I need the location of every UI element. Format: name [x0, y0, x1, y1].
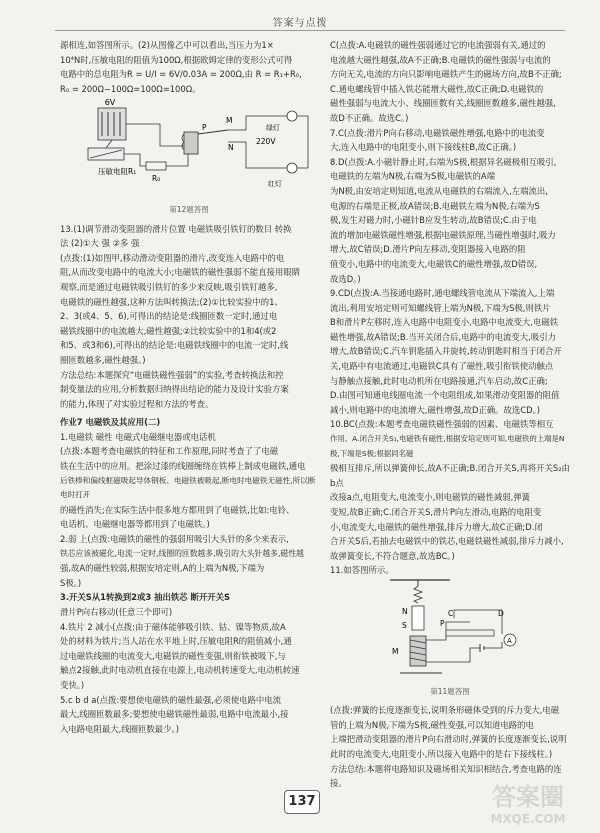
text-line: 8.D(点拨:A.小磁针静止时,右端为S极,根据异名磁极相互吸引,: [330, 156, 557, 167]
text-line: 和5、或3和6),可得出的结论是:电磁铁线圈中的电流一定时,线: [60, 340, 289, 351]
text-line: 阻,从而改变电路中的电流大小;电磁铁的磁性强弱不能直接用眼睛: [60, 267, 300, 278]
text-line: 最大,线圈匝数最多;要想使电磁铁磁性最弱,电路中电流最小,接: [60, 709, 289, 720]
ammeter-label: A: [507, 636, 512, 645]
page-header-title: 答案与点拨: [272, 18, 328, 29]
text-line: 强,故A的磁性较弱,根据安培定则,A的上端为N极,下端为: [60, 563, 265, 574]
text-line: 合开关S后,若抽去电磁铁中的铁芯,电磁铁磁性减弱,排斥力减小,: [330, 536, 564, 547]
text-line: 制变量法的应用,分析数据归纳得出结论的能力及设计实验方案: [60, 384, 289, 395]
text-line: 触点2接触,此时电动机直接在电源上,电动机转速变大,电动机转速: [60, 665, 300, 676]
text-line: 10.BC(点拨:本题考查电磁铁磁性强弱的因素、电磁铁等相互: [330, 419, 554, 430]
text-line: 过电磁铁线圈的电流变大,电磁铁的磁性变强,则衔铁被吸下,与: [60, 650, 286, 661]
right-column: [330, 38, 570, 791]
section-title: 作业7 电磁铁及其应用(二): [60, 417, 161, 428]
text-line: 方向无关,电流的方向只影响电磁铁产生的磁场方向,故B不正确;: [330, 69, 562, 80]
text-line: 电磁铁的左端为N极,右端为S极,电磁铁的A端: [330, 171, 496, 182]
text-line: 电源的右端是正极,故A错误;B.电磁铁左端为N极,右端为S: [330, 200, 540, 211]
m-label: M: [226, 116, 233, 126]
text-line: 增大,故C错误;D.滑片P向左移动,变阻器接入电路的阻: [330, 244, 526, 255]
text-line: 故D不正确。故选C。): [330, 112, 409, 123]
text-line: C(点拨:A.电磁铁的磁性强弱通过它的电流强弱有关,通过的: [330, 40, 546, 50]
text-line: S极。): [60, 577, 82, 588]
text-line: 圈匝数越多,磁性越强。): [60, 354, 146, 365]
text-line: 电路中的总电阻为R = U/I = 6V/0.03A = 200Ω,由 R = R₁+R₀,: [60, 69, 302, 80]
battery-label: 6V: [104, 98, 116, 108]
text-line: 磁性强弱与电流大小、线圈匝数有关,线圈匝数越多,磁性越强,: [330, 98, 556, 109]
m-label: M: [392, 646, 399, 656]
text-line: 大,连入电路中的电阻变小,则下接线柱B,故C正确。): [330, 142, 517, 153]
text-line: 5.c b d a(点拨:要想使电磁铁的磁性最强,必须使电路中电流: [60, 694, 281, 705]
text-line: 流出,利用安培定则可知螺线管上端为N极,下端为S极,则铁片: [330, 302, 551, 313]
text-line: R₀ = 200Ω−100Ω=100Ω=100Ω。: [60, 83, 201, 94]
text-line: 极相互排斥,所以弹簧伸长,故A不正确;B.闭合开关S,再将开关S₂由b点: [330, 463, 570, 488]
figure-12-caption: 第12题答图: [169, 204, 209, 214]
text-line: 极,发生对磁力时,小磁针B应发生转动,故B错误;C.由于电: [330, 215, 537, 226]
text-line: 增大,故B错误;C.汽车钥匙插入并旋转,转动钥匙时相当于闭合开: [330, 346, 562, 357]
text-line: B和滑片P左移时,连入电路中电阻变小,电路中电流变大,电磁铁: [330, 317, 559, 328]
left-column: [60, 38, 318, 736]
text-line: 后铁棒和偏线框磁吸起导体钢板、电磁铁被吸起,断电时电磁铁无磁性,所以断电时打开: [60, 475, 316, 500]
text-line: 2.弱 上(点拨:电磁铁的磁性的强弱用吸引大头针的多少来表示,: [60, 534, 289, 545]
figure-11-electromagnet: [330, 578, 570, 699]
green-light-label: 绿灯: [266, 124, 280, 133]
text-line: 3.开关S从1转换到2或3 抽出铁芯 断开开关S: [60, 592, 231, 603]
text-line: 小,电流变大,电磁铁的磁性增强,排斥力增大,故C正确;D.闭: [330, 521, 543, 532]
page-number: 137: [284, 790, 320, 814]
text-line: 方法总结:本题将电路知识及磁场相关知识相结合,考查电路的连接。: [330, 763, 562, 789]
n-label: N: [228, 143, 234, 153]
red-light-label: 红灯: [268, 180, 282, 189]
text-line: 铁芯应该被磁化,电流一定时,线圈的匝数越多,吸引的大头针越多,磁性越: [60, 548, 304, 558]
text-line: 此时的电流变大,电阻变小,所以接入电路中的是右下接线柱。): [330, 748, 553, 759]
figure-12-circuit: [60, 96, 318, 217]
text-line: C.通电螺线管中插入铁芯能增大磁性,故C正确;D.电磁铁的: [330, 83, 544, 94]
circuit-diagram: [60, 96, 318, 196]
text-line: (点拨:弹簧的长度逐渐变长,说明条形磁体受到的斥力变大,电磁: [330, 705, 560, 716]
text-line: 为N极,由安培定则知道,电流从电磁铁的右端流入,左端流出,: [330, 185, 548, 196]
text-line: 磁性增强,故A错误;B.当开关闭合后,电路中的电流变大,吸引力: [330, 331, 556, 342]
c-label: C: [448, 608, 454, 618]
text-line: 源相连,如答图所示。(2)从图像乙中可以看出,当压力为1×: [60, 40, 274, 50]
text-line: 7.C(点拨:滑片P向右移动,电磁铁磁性增强,电路中的电流变: [330, 127, 545, 138]
text-line: 值变小,电路中的电流变大,电磁铁C的磁性增强,故D错误,: [330, 258, 538, 269]
text-line: 的能力,体现了对实验过程和方法的考查。: [60, 398, 214, 409]
n-pole-label: N: [402, 606, 408, 616]
text-line: 故选D。): [330, 273, 361, 284]
text-line: (点拨:(1)如图甲,移动滑动变阻器的滑片,改变连入电路中的电: [60, 252, 285, 263]
text-line: 变快。): [60, 679, 85, 690]
text-line: 11.如答图所示。: [330, 565, 394, 576]
text-line: 管的上端为N极,下端为S极,磁性变强,可以知道电路的电: [330, 719, 534, 730]
text-line: 入电路电阻最大,线圈匝数最少。): [60, 723, 179, 734]
text-line: 9.CD(点拨:A.当接通电路时,通电螺线管电流从下端流入,上端: [330, 288, 555, 299]
watermark-url: MXQE.COM: [490, 812, 566, 826]
text-line: 方法总结:本题探究“电磁铁磁性强弱”的实验,考查转换法和控: [60, 369, 284, 380]
text-line: 观察,而是通过电磁铁吸引铁钉的多少来反映,吸引铁钉越多,: [60, 281, 278, 292]
text-line: 的磁性消失;在实际生活中很多地方都用到了电磁铁,比如:电铃、: [60, 504, 295, 515]
text-line: 电话机、电磁继电器等都用到了电磁铁。): [60, 519, 210, 530]
text-line: 电磁铁的磁性越强,这种方法叫转换法;(2)①比较实验中的1、: [60, 296, 283, 307]
p-label: P: [440, 618, 445, 628]
text-line: 10⁴N时,压敏电阻的阻值为100Ω,根据欧姆定律的变形公式可得: [60, 54, 293, 65]
d-label: D: [498, 608, 504, 618]
text-line: 流的增加电磁铁磁性增强,根据电磁铁原理,当磁性增强时,吸力: [330, 229, 556, 240]
figure-11-caption: 第11题答图: [430, 686, 470, 696]
sensor-label: 压敏电阻R₁: [98, 167, 137, 177]
text-line: 作用。A.闭合开关S₁,电磁铁有磁性,根据安培定则可知,电磁铁的上端是N极,下端是S极;根据同名磁: [330, 434, 565, 458]
text-line: 滑片P向右移动(任意三个即可): [60, 607, 173, 617]
text-line: (点拨:本题考查电磁铁的特征和工作原理,同时考查了了电磁: [60, 446, 279, 457]
text-line: 关,电路中有电流通过,电磁铁C具有了磁性,吸引衔铁使动触点: [330, 361, 554, 372]
text-line: 电流越大磁性越强,故A不正确;B.电磁铁的磁性强弱与电流的: [330, 54, 551, 65]
s-pole-label: S: [402, 620, 407, 630]
ac-label: 220V: [256, 137, 276, 147]
text-line: 处的材料为铁片;当人站在水平地上时,压敏电阻R的阻值减小,通: [60, 636, 292, 647]
electromagnet-diagram: [330, 578, 570, 678]
text-line: 4.铁片 2 减小(点拨:由于磁体能够吸引铁、钴、镍等物质,故A: [60, 621, 286, 632]
text-line: 改接a点,电阻变大,电流变小,则电磁铁的磁性减弱,弹簧: [330, 492, 531, 503]
p-label: P: [202, 123, 207, 133]
text-line: D.由图可知通电线圈电流一个电阻组成,如果滑动变阻器的阻值: [330, 390, 560, 401]
text-line: 减小,则电路中的电流增大,磁性增强,故D正确。故选CD。): [330, 404, 541, 415]
text-line: 故弹簧变长,不符合题意,故选BC。): [330, 550, 455, 561]
text-line: 13.(1)调节滑动变阻器的滑片位置 电磁铁吸引铁钉的数目 转换: [60, 223, 292, 234]
resistor-label: R₀: [152, 174, 161, 184]
watermark-text: 答案圈: [492, 783, 564, 811]
watermark-logo: [464, 777, 592, 827]
header-rule: [55, 30, 565, 31]
text-line: 法 (2)①大 强 ②多 强: [60, 238, 140, 249]
text-line: 与静触点接触,此时电动机所在电路接通,汽车启动,故C正确;: [330, 375, 548, 386]
text-line: 铁在生活中的应用。把涂过漆的线圈缠绕在铁棒上制成电磁铁,通电: [60, 461, 306, 472]
text-line: 1.电磁铁 磁性 电磁式电磁继电器或电话机: [60, 431, 216, 442]
text-line: 上端把滑动变阻器的滑片P向右滑动时,弹簧的长度逐渐变长,说明: [330, 734, 567, 745]
text-line: 磁铁线圈中的电流越大,磁性越强;②比较实验中的1和4(或2: [60, 325, 277, 336]
text-line: 变短,故B正确;C.闭合开关S,滑片P向左滑动,电路的电阻变: [330, 507, 542, 517]
text-line: 2、3(或4、5、6),可得出的结论是:线圈匝数一定时,通过电: [60, 311, 278, 322]
